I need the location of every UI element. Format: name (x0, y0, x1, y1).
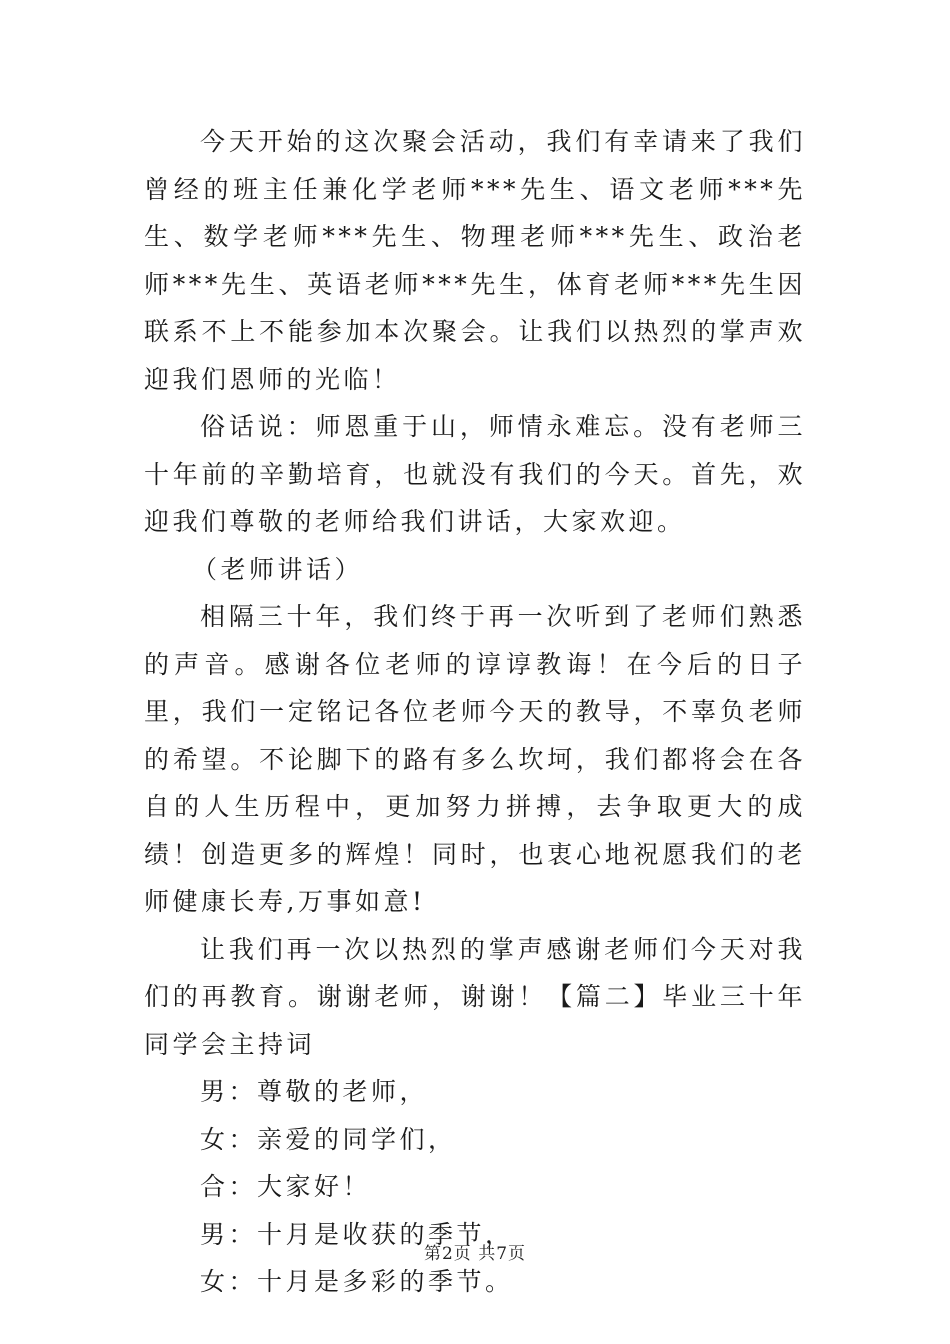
dialogue-line-together: 合：大家好！ (200, 1172, 372, 1201)
dialogue-line-female-1: 女：亲爱的同学们， (200, 1124, 457, 1154)
document-body (144, 118, 806, 1306)
paragraph-proverb: 俗话说：师恩重于山，师情永难忘。没有老师三十年前的辛勤培育，也就没有我们的今天。首先，欢迎我们尊敬的老师给我们讲话，大家欢迎。 (144, 412, 806, 536)
dialogue-line-male-2: 男：十月是收获的季节， (200, 1219, 514, 1249)
paragraph-closing: 让我们再一次以热烈的掌声感谢老师们今天对我们的再教育。谢谢老师，谢谢！【篇二】毕业三十年同学会主持词 (144, 934, 806, 1059)
dialogue-line-male-1: 男：尊敬的老师， (200, 1077, 429, 1106)
paragraph-thanks: 相隔三十年，我们终于再一次听到了老师们熟悉的声音。感谢各位老师的谆谆教诲！在今后的日子里，我们一定铭记各位老师今天的教导，不辜负老师的希望。不论脚下的路有多么坎坷，我们都将会在各自的人生历程中，更加努力拼搏，去争取更大的成绩！创造更多的辉煌！同时，也衷心地祝愿我们的老师健康长寿,万事如意! (144, 602, 806, 916)
dialogue-line-female-2: 女：十月是多彩的季节。 (200, 1267, 514, 1296)
paragraph-teachers-intro: 今天开始的这次聚会活动，我们有幸请来了我们曾经的班主任兼化学老师***先生、语文老师***先生、数学老师***先生、物理老师***先生、政治老师***先生、英语老师***先生，体育老师***先生因联系不上不能参加本次聚会。让我们以热烈的掌声欢迎我们恩师的光临！ (144, 127, 806, 394)
page-number-footer: 第2页 共7页 (423, 1244, 527, 1264)
paragraph-teacher-speech-note: （老师讲话） (192, 554, 364, 584)
